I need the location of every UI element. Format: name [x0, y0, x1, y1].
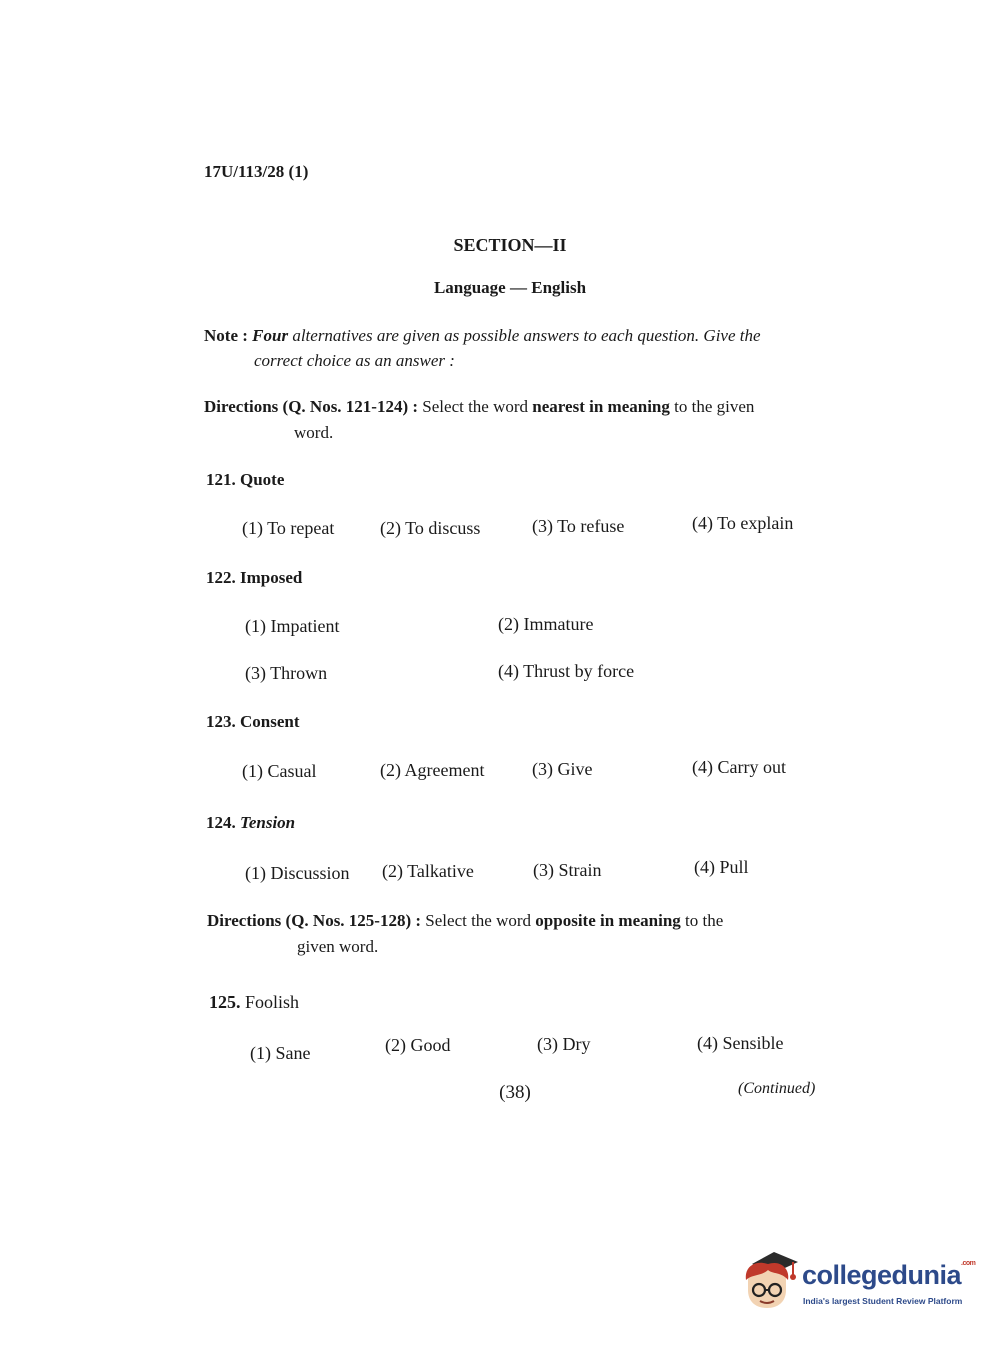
q125-option-2: (2) Good [385, 1035, 451, 1055]
directions-text-a: Select the word [422, 397, 529, 416]
question-number: 125. [209, 992, 241, 1012]
q122-option-1: (1) Impatient [245, 616, 340, 636]
question-number: 121. [206, 470, 236, 489]
q121-option-4: (4) To explain [692, 513, 794, 533]
q123-option-2: (2) Agreement [380, 760, 485, 780]
q123-option-3: (3) Give [532, 759, 593, 779]
q122-option-2: (2) Immature [498, 614, 594, 634]
question-word: Foolish [245, 992, 300, 1012]
q121-option-1: (1) To repeat [242, 518, 335, 538]
logo-wordmark [802, 1260, 975, 1291]
directions-continuation: word. [294, 423, 334, 442]
q121-option-3: (3) To refuse [532, 516, 625, 536]
question-123 [206, 712, 300, 732]
logo-tagline: India's largest Student Review Platform [803, 1296, 963, 1306]
logo-suffix: .com [961, 1260, 976, 1267]
directions-label: Directions (Q. Nos. 125-128) : [207, 911, 422, 930]
note-block [204, 323, 761, 373]
note-bold-word: Four [252, 326, 289, 345]
directions-emphasis: nearest in meaning [532, 397, 670, 416]
q125-option-3: (3) Dry [537, 1034, 591, 1054]
q123-option-4: (4) Carry out [692, 757, 786, 777]
question-number: 122. [206, 568, 236, 587]
q124-option-3: (3) Strain [533, 860, 602, 880]
directions-continuation: given word. [297, 937, 379, 956]
question-word: Tension [240, 813, 296, 832]
q122-option-3: (3) Thrown [245, 663, 328, 683]
directions-125-128 [207, 908, 723, 960]
question-word: Imposed [240, 568, 303, 587]
directions-121-124 [204, 394, 754, 446]
directions-text-a: Select the word [425, 911, 532, 930]
q124-option-2: (2) Talkative [382, 861, 474, 881]
q122-option-4: (4) Thrust by force [498, 661, 635, 681]
collegedunia-logo [742, 1250, 976, 1316]
directions-text-b: to the given [674, 397, 755, 416]
note-line-1 [204, 323, 761, 348]
directions-emphasis: opposite in meaning [535, 911, 681, 930]
mascot-icon [742, 1250, 800, 1316]
question-121 [206, 470, 284, 490]
continued-label: (Continued) [738, 1080, 816, 1097]
question-124 [206, 813, 295, 833]
question-122 [206, 568, 302, 588]
q121-option-2: (2) To discuss [380, 518, 481, 538]
paper-code: 17U/113/28 (1) [204, 162, 309, 181]
question-word: Consent [240, 712, 300, 731]
q124-option-4: (4) Pull [694, 857, 749, 877]
logo-brand: collegedunia [802, 1260, 962, 1290]
question-number: 124. [206, 813, 236, 832]
subject-title: Language — English [433, 278, 587, 297]
question-125 [209, 992, 299, 1013]
q123-option-1: (1) Casual [242, 761, 317, 781]
directions-text-b: to the [685, 911, 724, 930]
note-text-1: alternatives are given as possible answers to each question. Give the [292, 326, 761, 345]
note-label: Note : [204, 326, 248, 345]
directions-label: Directions (Q. Nos. 121-124) : [204, 397, 419, 416]
page-number: (38) [499, 1082, 531, 1103]
question-number: 123. [206, 712, 236, 731]
q124-option-1: (1) Discussion [245, 863, 350, 883]
question-word: Quote [240, 470, 285, 489]
q125-option-4: (4) Sensible [697, 1033, 784, 1053]
q125-option-1: (1) Sane [250, 1043, 311, 1063]
section-title: SECTION—II [453, 235, 567, 255]
note-line-2: correct choice as an answer : [254, 351, 455, 370]
